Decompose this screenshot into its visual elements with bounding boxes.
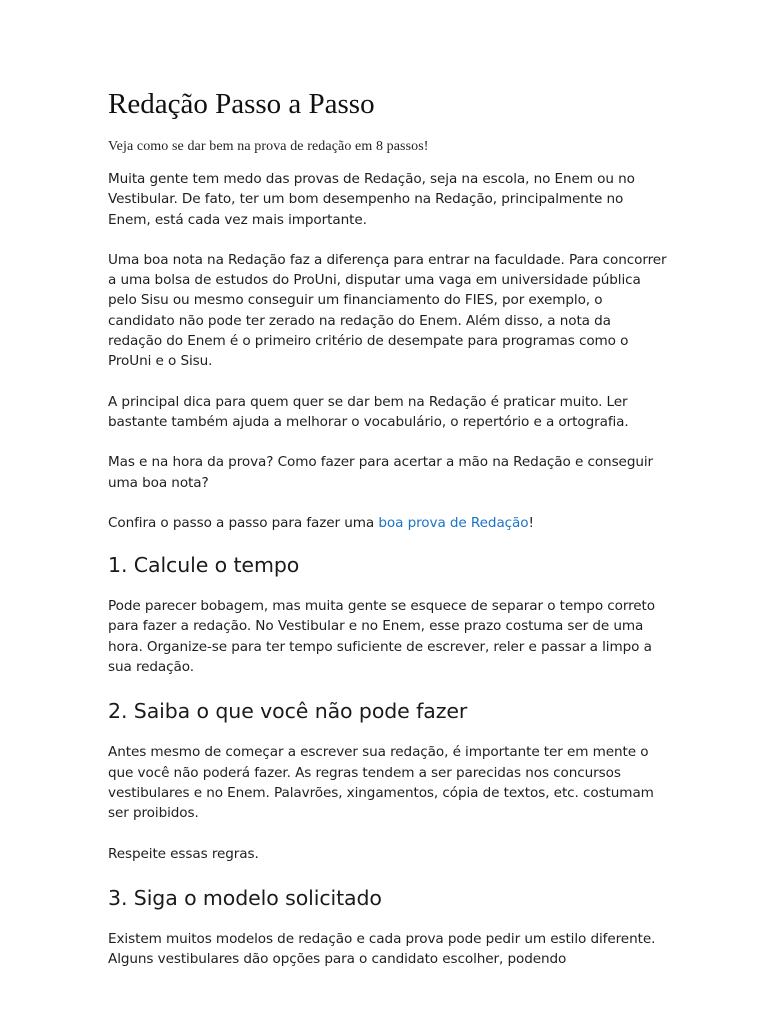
section-2-paragraph: Antes mesmo de começar a escrever sua redação, é importante ter em mente o que você não poderá fazer. As regras tendem a ser parecidas nos concursos vestibulares e no Enem. Palavrões, xingamentos, cópia de textos, etc. costumam ser proibidos. [108,744,654,822]
section-1-paragraph: Pode parecer bobagem, mas muita gente se esquece de separar o tempo correto para fazer a redação. No Vestibular e no Enem, esse prazo costuma ser de uma hora. Organize-se para ter tempo suficiente de escrever, reler e passar a limpo a sua redação. [108,598,656,676]
boa-prova-link[interactable]: boa prova de Redação [378,514,529,531]
section-heading-2: 2. Saiba o que você não pode fazer [108,699,468,724]
cta-paragraph [108,513,668,533]
section-2-paragraph: Respeite essas regras. [108,845,259,862]
cta-suffix: ! [528,514,534,531]
document-page [108,86,668,969]
intro-paragraph: Uma boa nota na Redação faz a diferença para entrar na faculdade. Para concorrer a uma bolsa de estudos do ProUni, disputar uma vaga em universidade pública pelo Sisu ou mesmo conseguir um financiamento do FIES, por exemplo, o candidato não pode ter zerado na redação do Enem. Além disso, a nota da redação do Enem é o primeiro critério de desempate para programas como o ProUni e o Sisu. [108,251,667,370]
section-3-paragraph: Existem muitos modelos de redação e cada prova pode pedir um estilo diferente. Alguns vestibulares dão opções para o candidato escolher, podendo [108,930,656,968]
intro-paragraph: Mas e na hora da prova? Como fazer para acertar a mão na Redação e conseguir uma boa nota? [108,454,654,491]
section-heading-3: 3. Siga o modelo solicitado [108,885,382,910]
document-title: Redação Passo a Passo [108,88,375,120]
document-subtitle: Veja como se dar bem na prova de redação em 8 passos! [108,139,429,154]
intro-paragraph: A principal dica para quem quer se dar bem na Redação é praticar muito. Ler bastante também ajuda a melhorar o vocabulário, o repertório e a ortografia. [108,393,629,430]
intro-paragraph: Muita gente tem medo das provas de Redação, seja na escola, no Enem ou no Vestibular. De fato, ter um bom desempenho na Redação, principalmente no Enem, está cada vez mais importante. [108,171,635,228]
cta-prefix: Confira o passo a passo para fazer uma [108,514,379,531]
section-heading-1: 1. Calcule o tempo [108,553,300,578]
